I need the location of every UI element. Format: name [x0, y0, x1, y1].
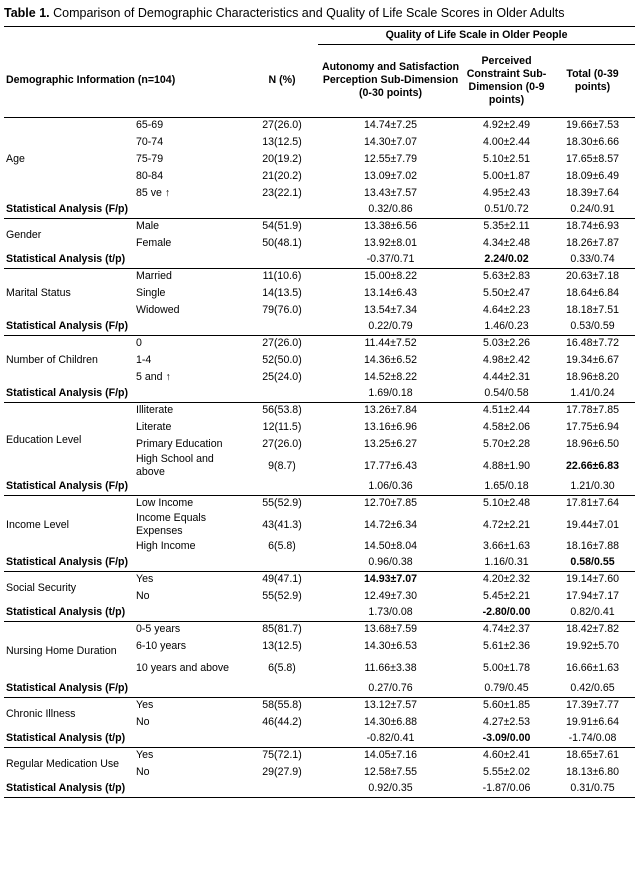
total-value: 22.66±6.83: [566, 459, 619, 472]
autonomy-header: Autonomy and Satisfaction Perception Sub-Dimension (0-30 points): [318, 44, 463, 117]
row-label: High School and above: [136, 453, 214, 478]
total-value: 18.42±7.82: [566, 623, 619, 636]
autonomy-value: 11.44±7.52: [364, 337, 417, 350]
perceived-value: 4.74±2.37: [482, 623, 531, 636]
stat-autonomy: 0.22/0.79: [318, 319, 463, 335]
perceived-value: 4.44±2.31: [482, 371, 531, 383]
autonomy-value: 17.77±6.43: [364, 459, 417, 472]
stat-total: 1.41/0.24: [550, 386, 635, 402]
perceived-value: 4.60±2.41: [482, 749, 531, 762]
stat-row: [4, 479, 635, 495]
total-value: 19.91±6.64: [566, 716, 619, 728]
stat-label: Statistical Analysis (F/p): [4, 202, 318, 218]
autonomy-value: 13.26±7.84: [364, 404, 417, 417]
group-name: Number of Children: [6, 354, 98, 367]
autonomy-value: 15.00±8.22: [364, 270, 417, 283]
stat-row: [4, 252, 635, 268]
perceived-value: 5.55±2.02: [482, 766, 531, 778]
row-label: 5 and ↑: [136, 371, 171, 383]
total-value: 19.44±7.01: [566, 518, 619, 531]
total-value: 17.75±6.94: [566, 421, 619, 433]
autonomy-value: 13.12±7.57: [364, 699, 417, 712]
row-label: Widowed: [136, 304, 180, 316]
group-name: Gender: [6, 228, 42, 241]
row-label: No: [136, 766, 150, 778]
row-label: Income Equals Expenses: [136, 512, 207, 537]
row-label: Single: [136, 287, 166, 299]
n-value: 27(26.0): [262, 438, 302, 450]
row-label: Married: [136, 270, 172, 283]
table-row: [4, 697, 635, 714]
n-value: 21(20.2): [262, 170, 302, 182]
stat-row: [4, 202, 635, 218]
total-value: 16.66±1.63: [566, 661, 619, 674]
autonomy-value: 14.72±6.34: [364, 518, 417, 531]
row-label: 85 ve ↑: [136, 187, 171, 199]
total-value: 17.81±7.64: [566, 497, 619, 510]
stat-autonomy: 0.32/0.86: [318, 202, 463, 218]
autonomy-value: 11.66±3.38: [364, 661, 417, 674]
stat-autonomy: -0.37/0.71: [318, 252, 463, 268]
stat-row: [4, 555, 635, 571]
stat-label: Statistical Analysis (t/p): [4, 605, 318, 621]
stat-row: [4, 319, 635, 335]
autonomy-value: 14.30±7.07: [364, 136, 417, 148]
row-label: Illiterate: [136, 404, 174, 417]
stat-label: Statistical Analysis (F/p): [4, 681, 318, 697]
n-value: 11(10.6): [262, 270, 302, 283]
table-row: [4, 621, 635, 638]
group-name: Income Level: [6, 518, 70, 531]
group-name: Age: [6, 153, 25, 166]
autonomy-value: 12.58±7.55: [364, 766, 417, 778]
n-value: 29(27.9): [262, 766, 302, 778]
stat-row: [4, 781, 635, 797]
perceived-value: 5.63±2.83: [482, 270, 531, 283]
stat-label: Statistical Analysis (F/p): [4, 479, 318, 495]
perceived-value: 5.60±1.85: [482, 699, 531, 712]
table-row: [4, 402, 635, 419]
autonomy-value: 13.25±6.27: [364, 438, 417, 450]
n-value: 6(5.8): [268, 540, 296, 552]
stat-label: Statistical Analysis (F/p): [4, 386, 318, 402]
group-name: Social Security: [6, 581, 77, 594]
row-label: 10 years and above: [136, 661, 230, 674]
n-value: 50(48.1): [262, 237, 302, 249]
n-value: 55(52.9): [262, 497, 302, 510]
stat-perceived: 0.54/0.58: [463, 386, 550, 402]
row-label: 75-79: [136, 153, 164, 165]
total-value: 16.48±7.72: [566, 337, 619, 350]
table-row: [4, 218, 635, 235]
stat-row: [4, 681, 635, 697]
autonomy-value: 13.09±7.02: [364, 170, 417, 182]
perceived-value: 4.00±2.44: [482, 136, 531, 148]
perceived-value: 4.34±2.48: [482, 237, 531, 249]
caption-label: Table 1.: [4, 6, 50, 20]
perceived-value: 5.10±2.51: [482, 153, 531, 165]
stat-label: Statistical Analysis (F/p): [4, 319, 318, 335]
total-header: Total (0-39 points): [550, 44, 635, 117]
n-value: 27(26.0): [262, 337, 302, 350]
autonomy-value: 14.74±7.25: [364, 119, 417, 132]
demographics-table: [4, 27, 635, 798]
stat-perceived: 1.65/0.18: [463, 479, 550, 495]
autonomy-value: 14.36±6.52: [364, 354, 417, 366]
total-value: 18.18±7.51: [566, 304, 619, 316]
total-value: 18.26±7.87: [566, 237, 619, 249]
n-value: 79(76.0): [262, 304, 302, 316]
row-label: Low Income: [136, 497, 194, 510]
total-value: 17.78±7.85: [566, 404, 619, 417]
row-label: Male: [136, 220, 159, 233]
autonomy-value: 14.50±8.04: [364, 540, 417, 552]
autonomy-value: 14.30±6.53: [364, 640, 417, 652]
autonomy-value: 12.70±7.85: [364, 497, 417, 510]
total-value: 17.65±8.57: [566, 153, 619, 165]
perceived-value: 5.00±1.87: [482, 170, 531, 182]
n-value: 56(53.8): [262, 404, 302, 417]
n-value: 6(5.8): [268, 661, 296, 674]
n-value: 52(50.0): [262, 354, 302, 366]
total-value: 18.64±6.84: [566, 287, 619, 299]
row-label: 0: [136, 337, 142, 350]
group-name: Chronic Illness: [6, 707, 76, 720]
stat-total: 0.31/0.75: [550, 781, 635, 797]
autonomy-value: 13.92±8.01: [364, 237, 417, 249]
group-name: Education Level: [6, 434, 82, 447]
total-value: 17.39±7.77: [566, 699, 619, 712]
row-label: Primary Education: [136, 438, 223, 450]
autonomy-value: 13.14±6.43: [364, 287, 417, 299]
stat-perceived: -2.80/0.00: [463, 605, 550, 621]
n-value: 13(12.5): [262, 136, 302, 148]
row-label: Literate: [136, 421, 172, 433]
perceived-value: 4.64±2.23: [482, 304, 531, 316]
stat-autonomy: 0.92/0.35: [318, 781, 463, 797]
total-value: 19.34±6.67: [566, 354, 619, 366]
stat-perceived: 0.51/0.72: [463, 202, 550, 218]
total-value: 18.74±6.93: [566, 220, 619, 233]
stat-total: 0.53/0.59: [550, 319, 635, 335]
row-label: 70-74: [136, 136, 164, 148]
perceived-value: 3.66±1.63: [482, 540, 531, 552]
perceived-value: 4.88±1.90: [482, 459, 531, 472]
n-value: 54(51.9): [262, 220, 302, 233]
table-container: [4, 0, 635, 798]
table-row: [4, 495, 635, 512]
n-value: 58(55.8): [262, 699, 302, 712]
table-row: [4, 571, 635, 588]
stat-row: [4, 605, 635, 621]
group-name: Regular Medication Use: [6, 757, 120, 770]
autonomy-value: 13.16±6.96: [364, 421, 417, 433]
row-label: Female: [136, 237, 172, 249]
autonomy-value: 14.30±6.88: [364, 716, 417, 728]
autonomy-value: 14.05±7.16: [364, 749, 417, 762]
n-value: 20(19.2): [262, 153, 302, 165]
stat-total: 1.21/0.30: [550, 479, 635, 495]
autonomy-value: 13.43±7.57: [364, 187, 417, 199]
row-label: 1-4: [136, 354, 152, 366]
total-value: 18.96±6.50: [566, 438, 619, 450]
n-value: 27(26.0): [262, 119, 302, 132]
n-value: 85(81.7): [262, 623, 302, 636]
n-value: 49(47.1): [262, 573, 302, 586]
perceived-value: 5.35±2.11: [483, 220, 530, 233]
table-row: [4, 117, 635, 134]
stat-total: 0.82/0.41: [550, 605, 635, 621]
n-value: 12(11.5): [262, 421, 302, 433]
perceived-value: 5.45±2.21: [482, 590, 531, 602]
row-label: 80-84: [136, 170, 164, 182]
stat-perceived: -1.87/0.06: [463, 781, 550, 797]
stat-total: 0.24/0.91: [550, 202, 635, 218]
row-label: Yes: [136, 749, 154, 762]
table-body: [4, 117, 635, 797]
perceived-value: 5.50±2.47: [482, 287, 531, 299]
perceived-value: 4.27±2.53: [482, 716, 531, 728]
table-row: [4, 747, 635, 764]
stat-label: Statistical Analysis (t/p): [4, 781, 318, 797]
total-value: 19.92±5.70: [566, 640, 619, 652]
perceived-value: 4.58±2.06: [482, 421, 531, 433]
total-value: 18.09±6.49: [566, 170, 619, 182]
perceived-value: 5.03±2.26: [482, 337, 531, 350]
stat-label: Statistical Analysis (F/p): [4, 555, 318, 571]
stat-perceived: 0.79/0.45: [463, 681, 550, 697]
stat-perceived: 1.16/0.31: [463, 555, 550, 571]
perceived-value: 4.95±2.43: [482, 187, 531, 199]
stat-label: Statistical Analysis (t/p): [4, 252, 318, 268]
perceived-value: 5.61±2.36: [482, 640, 531, 652]
n-value: 75(72.1): [262, 749, 302, 762]
n-value: 46(44.2): [262, 716, 302, 728]
group-name: Nursing Home Duration: [6, 644, 117, 657]
n-value: 25(24.0): [262, 371, 302, 383]
total-value: 18.65±7.61: [566, 749, 619, 762]
stat-perceived: 2.24/0.02: [463, 252, 550, 268]
stat-autonomy: 1.73/0.08: [318, 605, 463, 621]
table-caption: [4, 0, 635, 27]
perceived-value: 4.72±2.21: [482, 518, 531, 531]
perceived-value: 5.00±1.78: [482, 661, 531, 674]
stat-autonomy: 1.06/0.36: [318, 479, 463, 495]
perceived-value: 4.51±2.44: [482, 404, 531, 417]
total-value: 20.63±7.18: [566, 270, 619, 283]
stat-autonomy: 1.69/0.18: [318, 386, 463, 402]
stat-autonomy: -0.82/0.41: [318, 731, 463, 747]
autonomy-value: 13.54±7.34: [364, 304, 417, 316]
demo-header: Demographic Information (n=104): [4, 44, 246, 117]
n-header: N (%): [246, 44, 318, 117]
row-label: Yes: [136, 699, 154, 712]
stat-perceived: 1.46/0.23: [463, 319, 550, 335]
stat-total: 0.42/0.65: [550, 681, 635, 697]
stat-autonomy: 0.27/0.76: [318, 681, 463, 697]
row-label: 0-5 years: [136, 623, 181, 636]
total-value: 18.16±7.88: [566, 540, 619, 552]
row-label: No: [136, 590, 150, 602]
autonomy-value: 12.55±7.79: [364, 153, 417, 165]
stat-total: -1.74/0.08: [550, 731, 635, 747]
total-value: 19.66±7.53: [566, 119, 619, 132]
perceived-header: Perceived Constraint Sub-Dimension (0-9 points): [463, 44, 550, 117]
n-value: 43(41.3): [262, 518, 302, 531]
total-value: 18.13±6.80: [566, 766, 619, 778]
row-label: High Income: [136, 540, 196, 552]
perceived-value: 5.70±2.28: [482, 438, 531, 450]
total-value: 17.94±7.17: [566, 590, 619, 602]
autonomy-value: 13.38±6.56: [364, 220, 417, 233]
n-value: 14(13.5): [262, 287, 302, 299]
n-value: 9(8.7): [268, 459, 296, 472]
autonomy-value: 14.52±8.22: [364, 371, 417, 383]
perceived-value: 4.92±2.49: [482, 119, 531, 132]
autonomy-value: 14.93±7.07: [364, 573, 417, 586]
row-label: 6-10 years: [136, 640, 187, 652]
perceived-value: 4.98±2.42: [482, 354, 531, 366]
autonomy-value: 12.49±7.30: [364, 590, 417, 602]
stat-total: 0.33/0.74: [550, 252, 635, 268]
group-name: Marital Status: [6, 287, 71, 300]
stat-autonomy: 0.96/0.38: [318, 555, 463, 571]
n-value: 23(22.1): [262, 187, 302, 199]
stat-perceived: -3.09/0.00: [463, 731, 550, 747]
autonomy-value: 13.68±7.59: [364, 623, 417, 636]
stat-row: [4, 386, 635, 402]
caption-text: Comparison of Demographic Characteristics and Quality of Life Scale Scores in Older Adults: [49, 6, 565, 20]
perceived-value: 5.10±2.48: [482, 497, 531, 510]
n-value: 55(52.9): [262, 590, 302, 602]
row-label: Yes: [136, 573, 154, 586]
total-value: 18.30±6.66: [566, 136, 619, 148]
stat-row: [4, 731, 635, 747]
row-label: 65-69: [136, 119, 164, 132]
table-row: [4, 268, 635, 285]
total-value: 18.96±8.20: [566, 371, 619, 383]
total-value: 19.14±7.60: [566, 573, 619, 586]
table-row: [4, 335, 635, 352]
stat-total: 0.58/0.55: [550, 555, 635, 571]
qol-header: Quality of Life Scale in Older People: [318, 27, 635, 44]
n-value: 13(12.5): [262, 640, 302, 652]
stat-label: Statistical Analysis (t/p): [4, 731, 318, 747]
total-value: 18.39±7.64: [566, 187, 619, 199]
perceived-value: 4.20±2.32: [482, 573, 531, 586]
row-label: No: [136, 716, 150, 728]
